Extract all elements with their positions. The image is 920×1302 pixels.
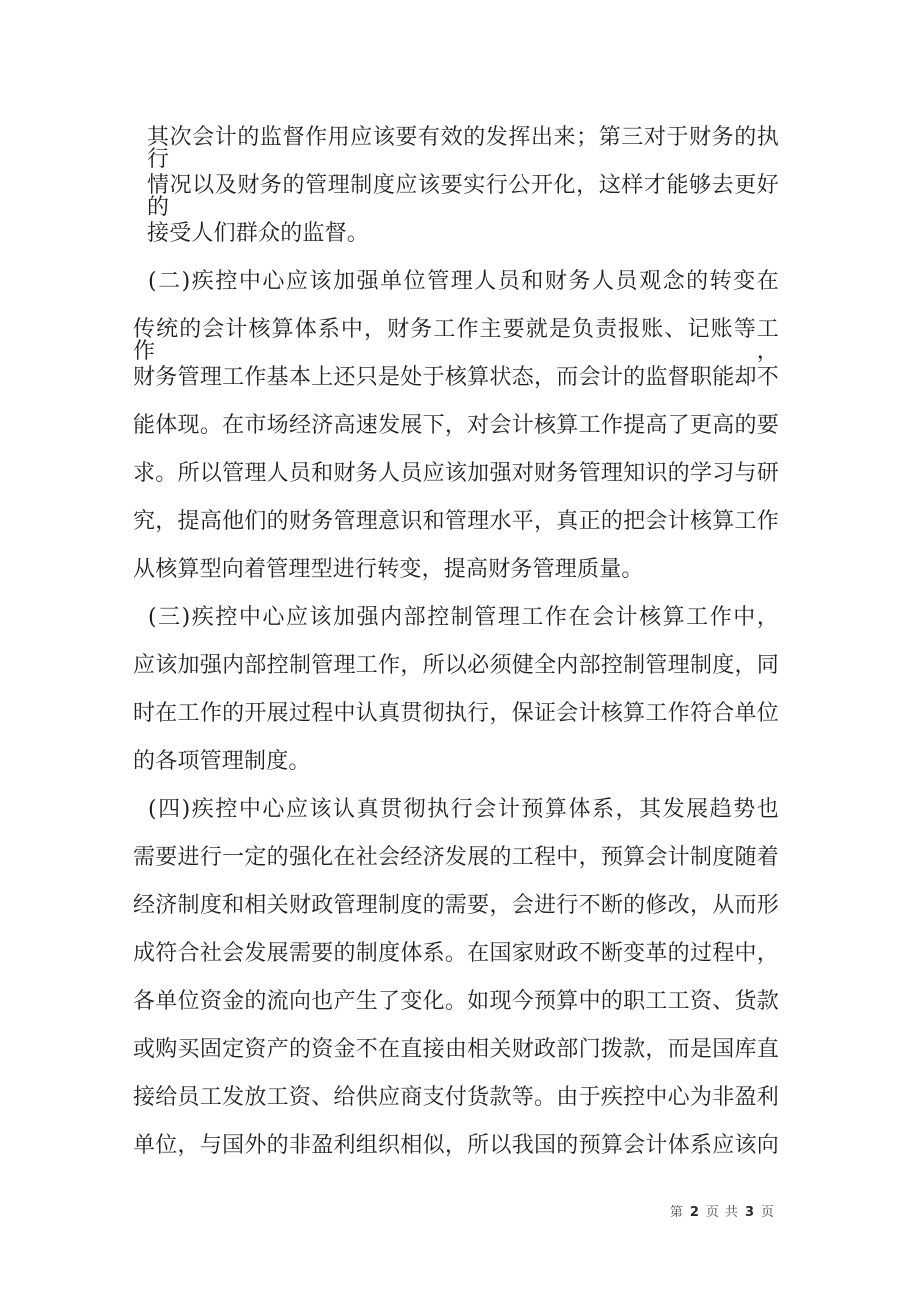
text-line: 求。所以管理人员和财务人员应该加强对财务管理知识的学习与研 [133, 461, 779, 486]
footer-page-total: 3 [744, 1205, 755, 1220]
footer-page-current: 2 [689, 1205, 700, 1220]
text-line: (二)疾控中心应该加强单位管理人员和财务人员观念的转变在 [148, 269, 779, 294]
text-line: 经济制度和相关财政管理制度的需要，会进行不断的修改，从而形 [133, 893, 779, 918]
text-line: (四)疾控中心应该认真贯彻执行会计预算体系，其发展趋势也 [148, 797, 779, 822]
text-line: 传统的会计核算体系中，财务工作主要就是负责报账、记账等工作， [133, 317, 779, 364]
text-line: 接受人们群众的监督。 [147, 221, 370, 246]
text-line: 成符合社会发展需要的制度体系。在国家财政不断变革的过程中， [133, 941, 779, 966]
text-line: 究，提高他们的财务管理意识和管理水平，真正的把会计核算工作 [133, 509, 779, 534]
text-line: 或购买固定资产的资金不在直接由相关财政部门拨款，而是国库直 [133, 1037, 779, 1062]
footer-prefix: 第 [669, 1205, 684, 1220]
text-line: 时在工作的开展过程中认真贯彻执行，保证会计核算工作符合单位 [133, 701, 779, 726]
text-line: 从核算型向着管理型进行转变，提高财务管理质量。 [133, 557, 644, 582]
text-line: 财务管理工作基本上还只是处于核算状态，而会计的监督职能却不 [133, 365, 779, 390]
text-line: 应该加强内部控制管理工作，所以必须健全内部控制管理制度，同 [133, 653, 779, 678]
page-footer [133, 1205, 775, 1221]
text-line: 各单位资金的流向也产生了变化。如现今预算中的职工工资、货款 [133, 989, 779, 1014]
footer-middle: 共 [724, 1205, 739, 1220]
text-line: 接给员工发放工资、给供应商支付货款等。由于疾控中心为非盈利 [133, 1085, 779, 1110]
text-line: 单位，与国外的非盈利组织相似，所以我国的预算会计体系应该向 [133, 1133, 779, 1158]
text-line: 其次会计的监督作用应该要有效的发挥出来；第三对于财务的执行 [147, 125, 779, 172]
text-line: 能体现。在市场经济高速发展下，对会计核算工作提高了更高的要 [133, 413, 779, 438]
text-line: (三)疾控中心应该加强内部控制管理工作在会计核算工作中， [148, 605, 779, 630]
text-line: 需要进行一定的强化在社会经济发展的工程中，预算会计制度随着 [133, 845, 779, 870]
text-line: 的各项管理制度。 [133, 749, 311, 774]
text-line: 情况以及财务的管理制度应该要实行公开化，这样才能够去更好的 [147, 173, 779, 220]
footer-page-label: 页 [760, 1205, 775, 1220]
footer-page-label: 页 [705, 1205, 720, 1220]
